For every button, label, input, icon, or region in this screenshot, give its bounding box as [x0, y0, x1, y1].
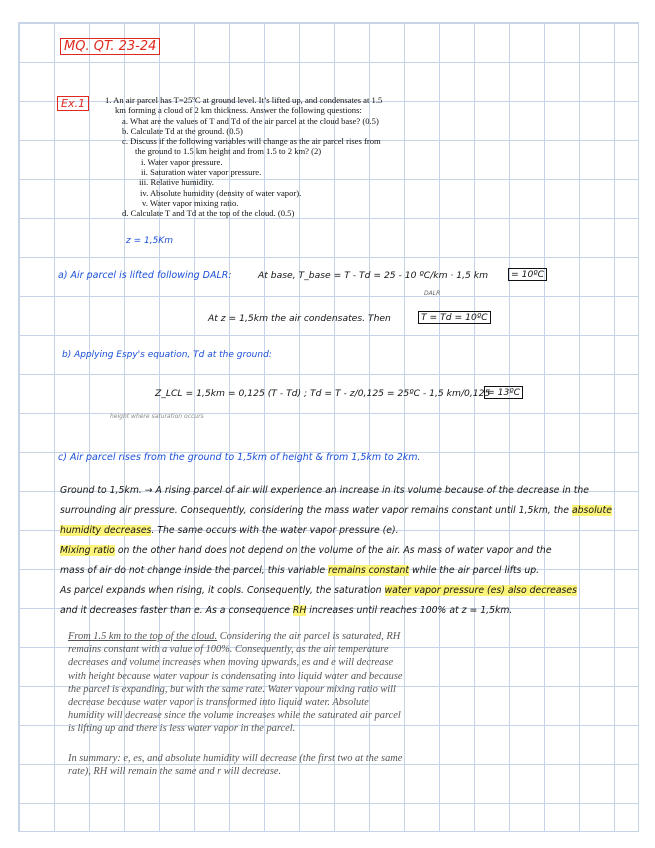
summary-line: In summary: e, es, and absolute humidity will decrease (the first two at the same	[68, 753, 403, 764]
question-line: 1. An air parcel has T=25ºC at ground level. It’s lifted up, and condensates at 1.5	[105, 95, 383, 105]
part-a-formula: At base, T_base = T - Td = 25 - 10 ºC/km · 1,5 km	[258, 270, 489, 281]
typed-line: is lifting up and there is less water vapor in the parcel.	[68, 723, 296, 735]
question-line: v. Water vapor mixing ratio.	[142, 197, 239, 208]
handwritten-paragraph	[60, 481, 612, 621]
question-line: the ground to 1.5 km height and from 1.5 to 2 km? (2)	[135, 146, 322, 157]
para-line: As parcel expands when rising, it cools. Consequently, the saturation water vapor pressure (es) also decreases	[60, 585, 577, 596]
question-line: ii. Saturation water vapor pressure.	[141, 167, 262, 178]
para-line: Ground to 1,5km. → A rising parcel of air will experience an increase in its volume because of the decrease in the	[60, 485, 590, 496]
question-text	[105, 95, 382, 219]
z-note: z = 1,5Km	[126, 236, 173, 246]
dalr-note: DALR	[424, 290, 441, 297]
para-line: mass of air do not change inside the parcel, this variable remains constant while the air parcel lifts up.	[60, 565, 540, 576]
question-line: km forming a cloud of 2 km thickness. Answer the following questions:	[115, 105, 362, 116]
summary-line: rate), RH will remain the same and r will decrease.	[68, 766, 282, 778]
question-line: a. What are the values of T and Td of the air parcel at the cloud base? (0.5)	[122, 115, 379, 126]
typed-line: decrease because water vapor is transformed into liquid water. Absolute	[68, 697, 369, 709]
question-line: iv. Absolute humidity (density of water vapor).	[140, 187, 302, 198]
question-line: d. Calculate T and Td at the top of the cloud. (0.5)	[122, 208, 295, 219]
part-a-result2: T = Td = 10ºC	[418, 311, 491, 324]
typed-line: remains constant with a value of 100%. Consequently, as the air temperature	[68, 644, 389, 656]
part-b-result: = 13ºC	[484, 386, 523, 399]
part-a-heading: a) Air parcel is lifted following DALR:	[58, 270, 232, 281]
part-b-formula: Z_LCL = 1,5km = 0,125 (T - Td) ; Td = T - z/0,125 = 25ºC - 1,5 km/0,125	[155, 388, 491, 399]
para-line: surrounding air pressure. Consequently, considering the mass water vapor remains constant until 1,5km, the absolute	[60, 505, 612, 516]
typed-line: with height because water vapour is condensating into liquid water and because	[68, 670, 403, 682]
para-line: and it decreases faster than e. As a consequence RH increases until reaches 100% at z = 1,5km.	[60, 605, 513, 616]
typed-summary	[68, 752, 402, 778]
typed-line: humidity will decrease since the volume increases while the saturated air parcel	[68, 710, 401, 722]
question-line: c. Discuss if the following variables will change as the air parcel rises from	[122, 136, 381, 147]
exercise-label: Ex.1	[57, 96, 89, 111]
question-line: b. Calculate Td at the ground. (0.5)	[122, 125, 243, 136]
para-line: Mixing ratio on the other hand does not depend on the volume of the air. As mass of water vapor and the	[60, 545, 552, 556]
typed-line: decreases and volume increases when moving upwards, es and e will decrease	[68, 657, 394, 669]
part-a-result: = 10ºC	[508, 268, 547, 281]
part-c-heading: c) Air parcel rises from the ground to 1,5km of height & from 1,5km to 2km.	[58, 452, 421, 463]
question-line: i. Water vapor pressure.	[141, 156, 223, 167]
part-a-line2: At z = 1,5km the air condensates. Then	[208, 313, 391, 324]
typed-explanation	[68, 630, 402, 736]
page-title: MQ. QT. 23-24	[60, 38, 160, 55]
part-b-heading: b) Applying Espy's equation, Td at the ground:	[62, 350, 272, 360]
typed-line: the parcel is expanding, but with the same rate. Water vapour mixing ratio will	[68, 683, 396, 695]
question-line: iii. Relative humidity.	[139, 177, 214, 188]
para-line: humidity decreases. The same occurs with the water vapor pressure (e).	[60, 525, 399, 536]
part-b-small-note: height where saturation occurs	[110, 413, 204, 420]
typed-line: From 1.5 km to the top of the cloud. Considering the air parcel is saturated, RH	[68, 631, 401, 642]
